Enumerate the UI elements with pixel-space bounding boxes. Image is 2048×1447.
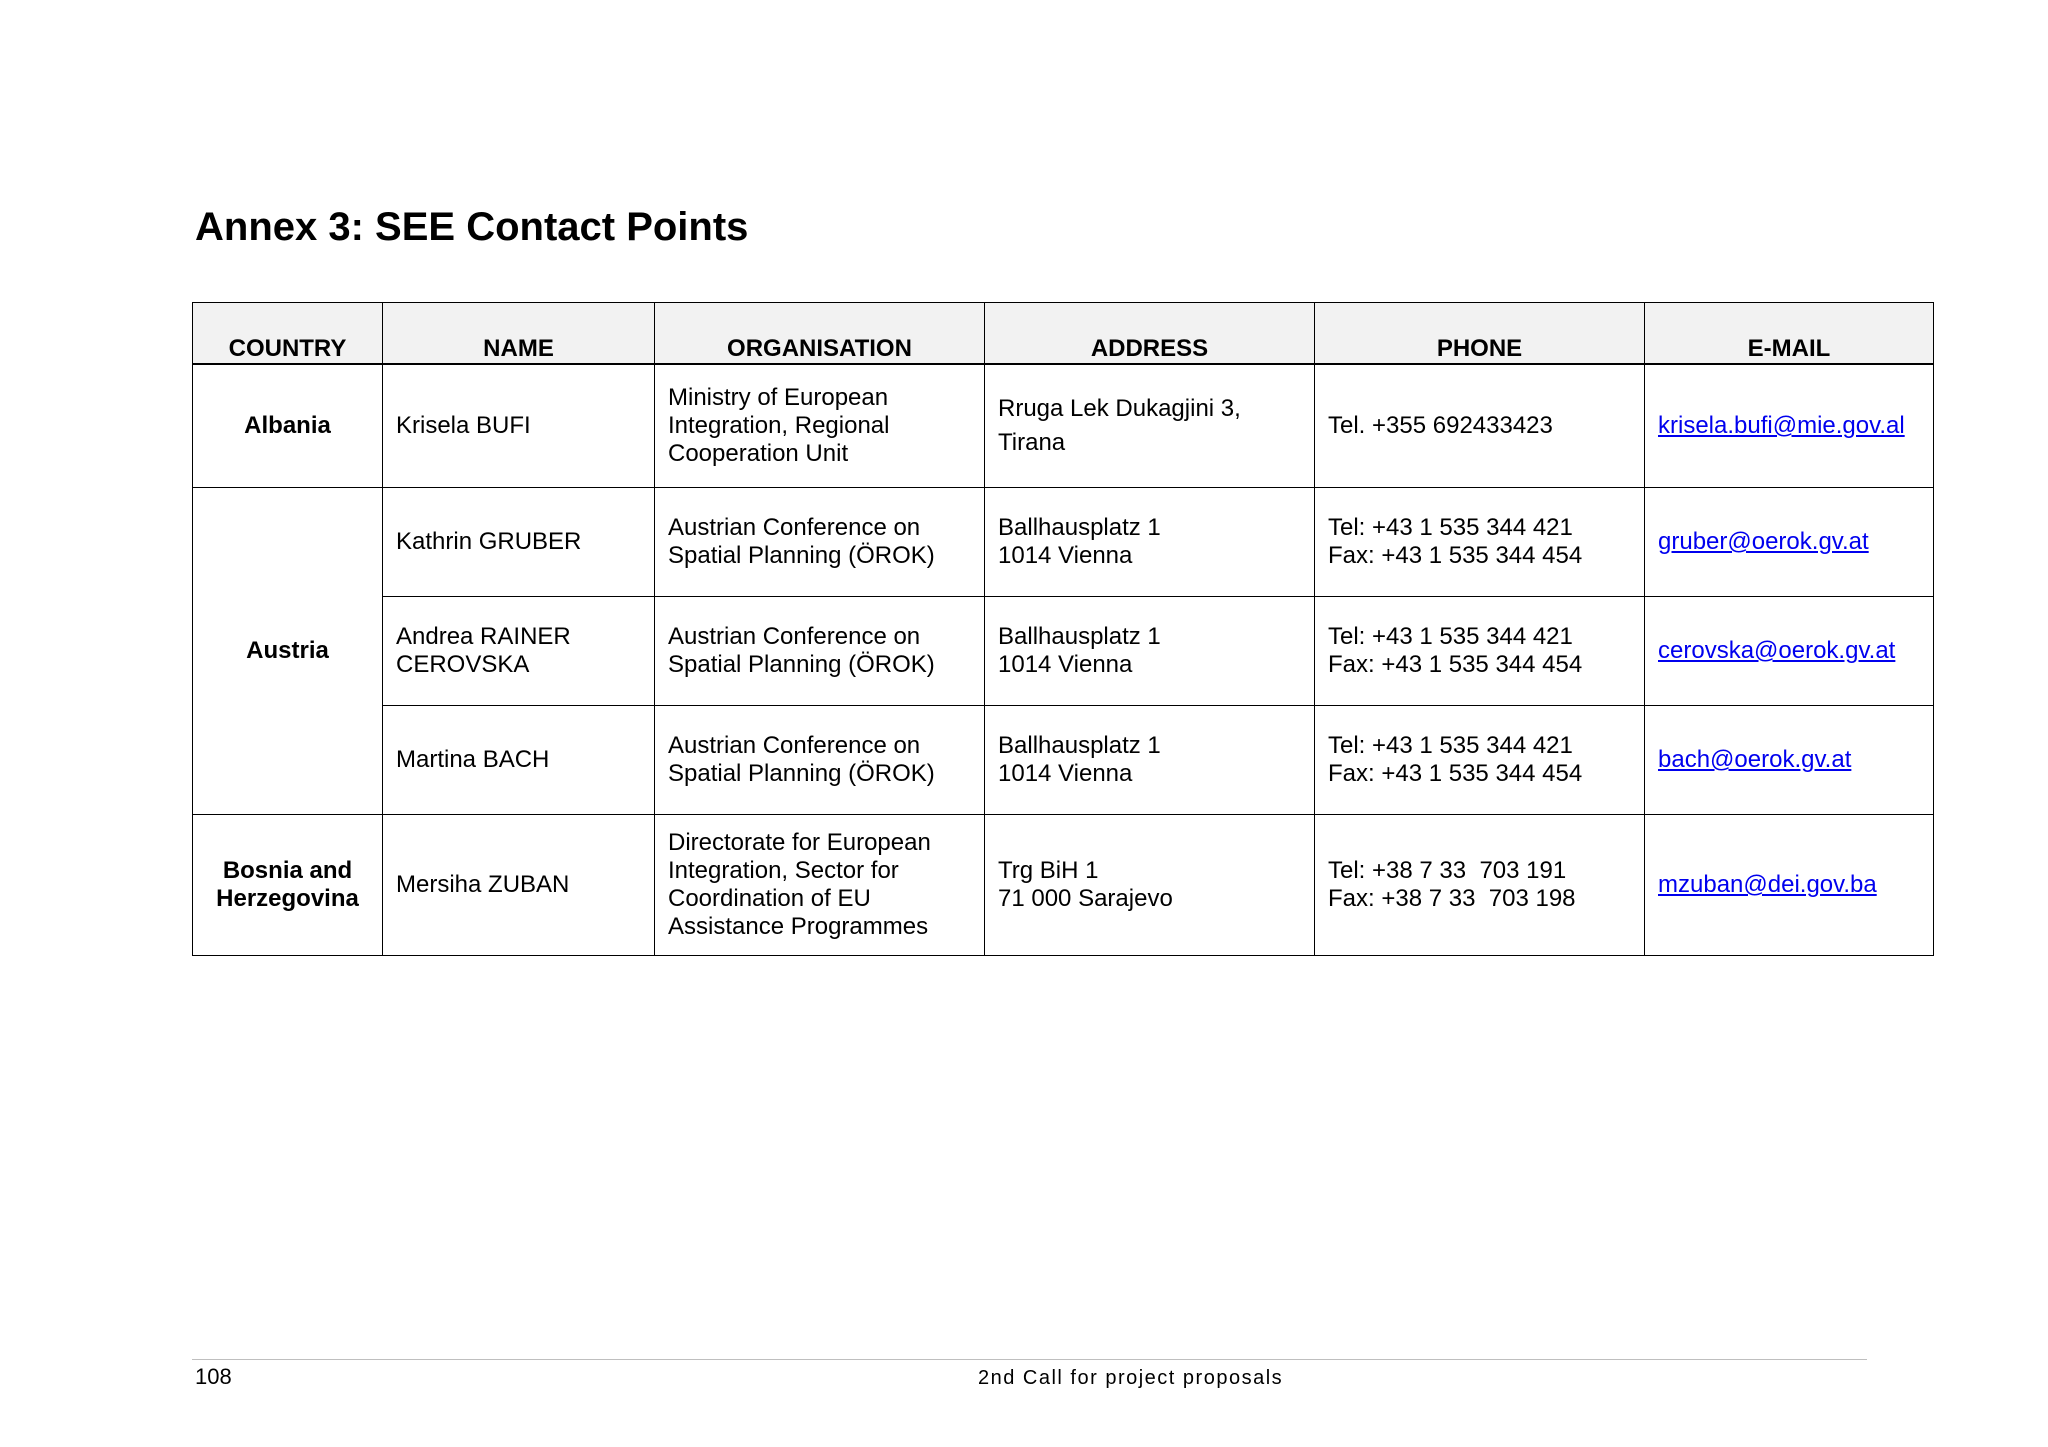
address-cell [985,364,1315,488]
organisation-line: Ministry of European [668,384,889,411]
table-row [193,364,1934,488]
name-line: Andrea RAINER [396,623,571,650]
name-line: Kathrin GRUBER [396,528,582,555]
name-cell [383,706,655,815]
organisation-line: Assistance Programmes [668,913,929,940]
phone-line: Tel: +43 1 535 344 421 [1328,623,1573,650]
header-organisation: ORGANISATION [655,303,985,365]
name-line: CEROVSKA [396,651,530,678]
table-row [193,488,1934,597]
header-email: E-MAIL [1645,303,1934,365]
organisation-cell [655,488,985,597]
address-line: Ballhausplatz 1 [998,623,1161,650]
address-line: Tirana [998,429,1066,456]
email-cell [1645,597,1934,706]
header-address: ADDRESS [985,303,1315,365]
country-line: Bosnia and [222,857,353,884]
organisation-line: Spatial Planning (ÖROK) [668,651,935,678]
fax-line: Fax: +43 1 535 344 454 [1328,651,1583,678]
address-cell [985,815,1315,956]
address-cell [985,597,1315,706]
email-cell [1645,815,1934,956]
organisation-line: Spatial Planning (ÖROK) [668,760,935,787]
table-row [193,706,1934,815]
organisation-line: Directorate for European [668,829,931,856]
contact-points-table [192,302,1934,956]
header-name: NAME [383,303,655,365]
name-cell [383,488,655,597]
email-cell [1645,706,1934,815]
country-cell [193,815,383,956]
address-line: Ballhausplatz 1 [998,514,1161,541]
footer-divider [192,1359,1867,1360]
address-cell [985,488,1315,597]
phone-cell [1315,706,1645,815]
email-link[interactable]: bach@oerok.gv.at [1658,746,1852,773]
organisation-line: Austrian Conference on [668,732,921,759]
footer-document-title: 2nd Call for project proposals [978,1367,1284,1389]
phone-cell [1315,488,1645,597]
phone-line: Tel: +43 1 535 344 421 [1328,732,1573,759]
address-line: Ballhausplatz 1 [998,732,1161,759]
page-number: 108 [195,1364,232,1389]
organisation-line: Integration, Sector for [668,857,899,884]
organisation-line: Spatial Planning (ÖROK) [668,542,935,569]
address-line: Trg BiH 1 [998,857,1099,884]
header-country: COUNTRY [193,303,383,365]
organisation-line: Cooperation Unit [668,440,849,467]
phone-cell [1315,364,1645,488]
phone-cell [1315,597,1645,706]
email-cell [1645,488,1934,597]
name-cell: Krisela BUFI [383,364,655,488]
phone-line: Tel: +38 7 33 703 191 [1328,857,1567,884]
email-link[interactable]: cerovska@oerok.gv.at [1658,637,1896,664]
organisation-line: Austrian Conference on [668,623,921,650]
address-line: Rruga Lek Dukagjini 3, [998,395,1241,422]
name-line: Martina BACH [396,746,550,773]
organisation-cell [655,597,985,706]
address-line: 1014 Vienna [998,760,1133,787]
phone-line: Tel: +43 1 535 344 421 [1328,514,1573,541]
fax-line: Fax: +43 1 535 344 454 [1328,542,1583,569]
address-line: 1014 Vienna [998,651,1133,678]
name-cell: Mersiha ZUBAN [383,815,655,956]
country-cell: Albania [193,364,383,488]
table-row [193,815,1934,956]
fax-line: Fax: +43 1 535 344 454 [1328,760,1583,787]
organisation-cell [655,706,985,815]
email-link[interactable]: gruber@oerok.gv.at [1658,528,1869,555]
organisation-cell [655,815,985,956]
organisation-line: Integration, Regional [668,412,890,439]
address-cell [985,706,1315,815]
header-phone: PHONE [1315,303,1645,365]
organisation-cell [655,364,985,488]
organisation-line: Coordination of EU [668,885,871,912]
address-line: 71 000 Sarajevo [998,885,1173,912]
organisation-line: Austrian Conference on [668,514,921,541]
email-link[interactable]: mzuban@dei.gov.ba [1658,871,1877,898]
page-title: Annex 3: SEE Contact Points [195,205,749,249]
address-line: 1014 Vienna [998,542,1133,569]
table-row [193,597,1934,706]
table-header-row [193,303,1934,365]
email-link[interactable]: krisela.bufi@mie.gov.al [1658,412,1905,439]
fax-line: Fax: +38 7 33 703 198 [1328,885,1576,912]
name-cell [383,597,655,706]
phone-cell [1315,815,1645,956]
phone-line: Tel. +355 692433423 [1328,412,1553,439]
country-line: Herzegovina [216,885,359,912]
country-cell: Austria [193,488,383,815]
email-cell [1645,364,1934,488]
